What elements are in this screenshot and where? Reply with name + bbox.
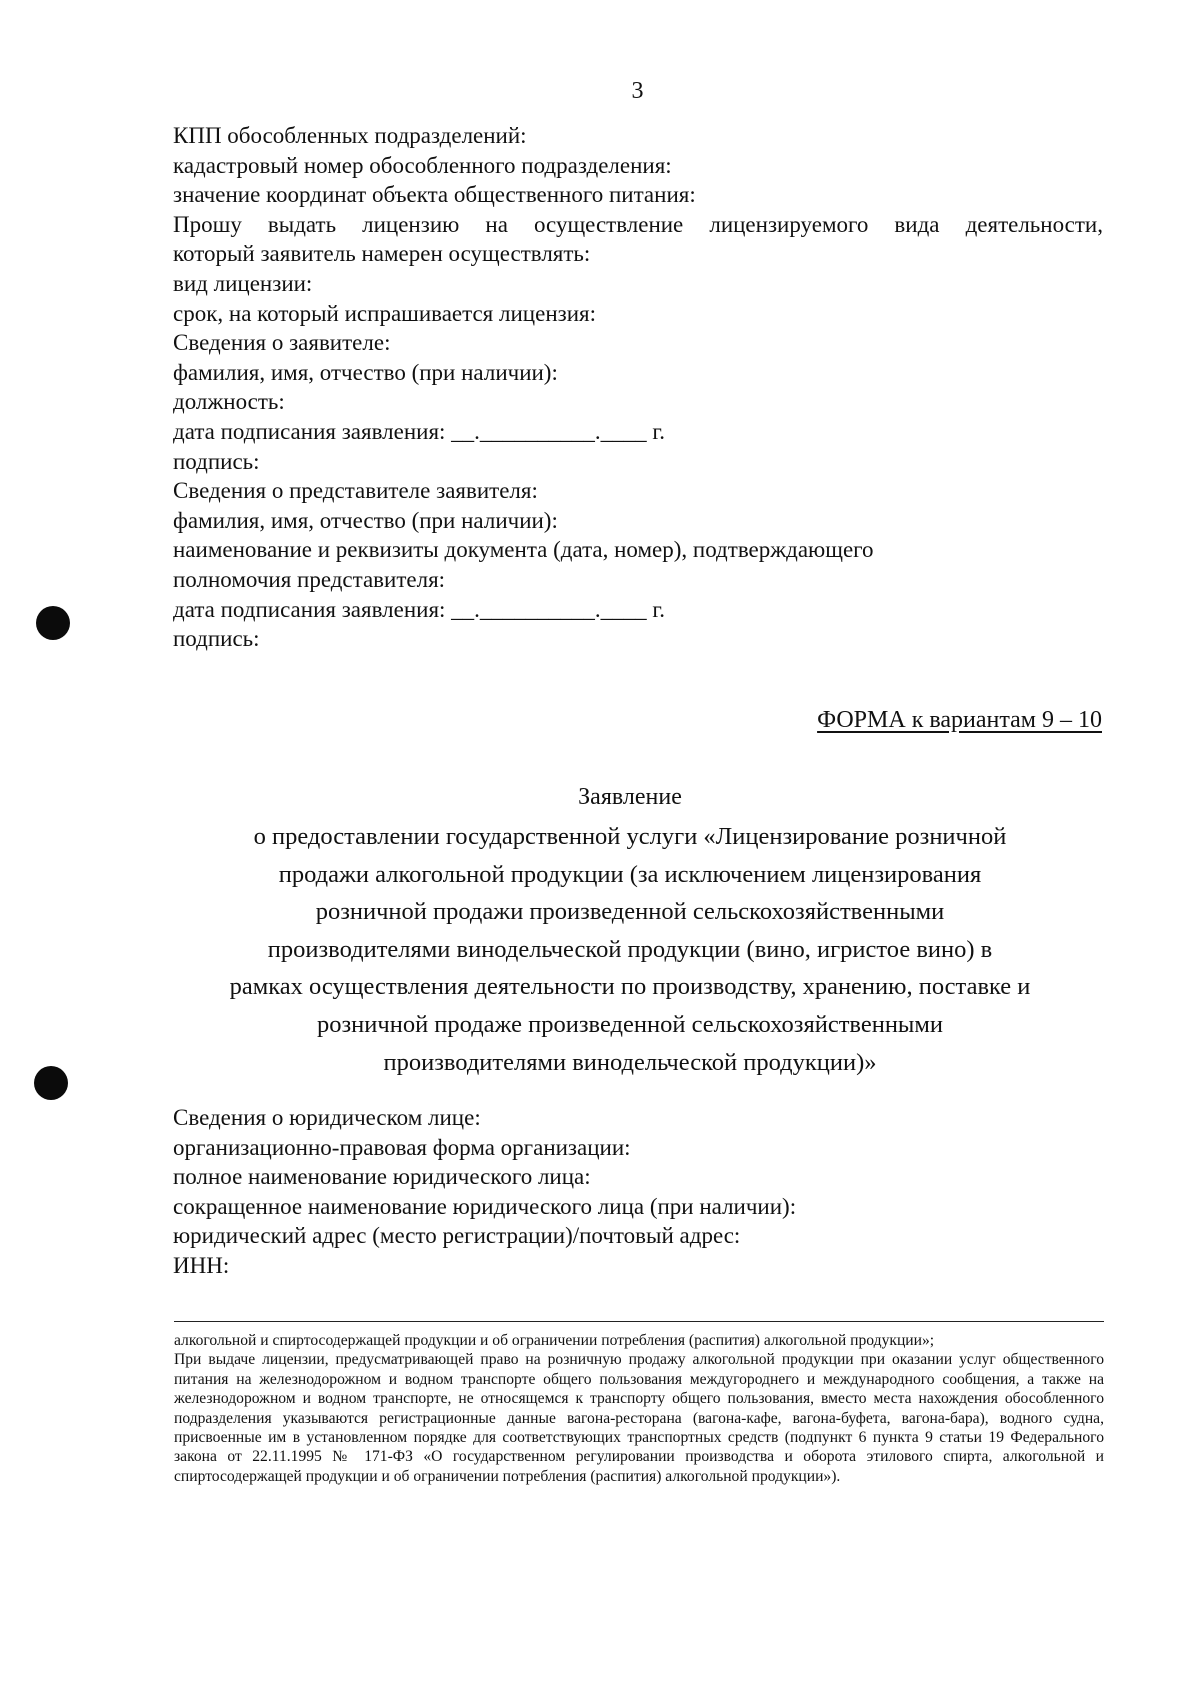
footnote-transport-note: При выдаче лицензии, предусматривающей право на розничную продажу алкогольной продукции при оказании услуг общественного питания на железнодорожном и водном транспорте общего пользования междугороднего и международного сообщения, а также на железнодорожном и водном транспорте, не относящемся к транспорту общего пользования, вместо места нахождения обособленного подразделения указываются регистрационные данные вагона-ресторана (вагона-кафе, вагона-буфета, вагона-бара), водного судна, присвоенные им в установленном порядке для соответствующих транспортных средств (подпункт 6 пункта 9 статьи 19 Федерального закона от 22.11.1995 № 171-ФЗ «О государственном регулировании производства и оборота этилового спирта, алкогольной и спиртосодержащей продукции и об ограничении потребления (распития) алкогольной продукции»). [174,1351,1104,1485]
field-license-type: вид лицензии: [173,270,313,296]
field-applicant-position: должность: [173,389,285,415]
subtitle-line: производителями винодельческой продукции (вино, игристое вино) в [267,935,993,963]
subtitle-line: рамках осуществления деятельности по производству, хранению, поставке и [229,973,1031,1001]
field-full-name: полное наименование юридического лица: [173,1164,591,1190]
field-inn: ИНН: [173,1252,230,1278]
punch-hole [36,606,70,640]
field-representative-full-name: фамилия, имя, отчество (при наличии): [173,507,558,533]
application-subtitle [150,818,1110,1081]
subtitle-line: продажи алкогольной продукции (за исключением лицензирования [278,860,982,888]
field-license-term: срок, на который испрашивается лицензия: [173,300,596,326]
field-representative-signature: подпись: [173,626,260,652]
form-variant-label: ФОРМА к вариантам 9 – 10 [817,707,1102,733]
footnote-continuation: алкогольной и спиртосодержащей продукции и об ограничении потребления (распития) алкогольной продукции»; [174,1332,935,1349]
field-authority-document-continued: полномочия представителя: [173,566,446,592]
field-legal-address: юридический адрес (место регистрации)/почтовый адрес: [173,1223,741,1249]
section-legal-entity-heading: Сведения о юридическом лице: [173,1105,481,1130]
field-cadastral-number: кадастровый номер обособленного подразделения: [173,152,672,178]
section-applicant-heading: Сведения о заявителе: [173,330,391,356]
license-request-text: Прошу выдать лицензию на осуществление лицензируемого вида деятельности, [173,211,1103,237]
subtitle-line: розничной продажи произведенной сельскохозяйственными [315,898,945,926]
field-kpp-branches: КПП обособленных подразделений: [173,123,527,148]
field-catering-coordinates: значение координат объекта общественного питания: [173,182,696,208]
license-request-text-continued: который заявитель намерен осуществлять: [173,241,591,267]
subtitle-line: о предоставлении государственной услуги «Лицензирование розничной [253,823,1007,850]
field-authority-document: наименование и реквизиты документа (дата, номер), подтверждающего [173,537,874,563]
field-applicant-signing-date: дата подписания заявления: __.__________.____ г. [173,418,666,444]
field-applicant-signature: подпись: [173,448,260,474]
field-representative-signing-date: дата подписания заявления: __.__________.____ г. [173,596,666,622]
footnotes [174,1331,1104,1486]
field-short-name: сокращенное наименование юридического лица (при наличии): [173,1193,797,1219]
page-number: 3 [631,78,644,104]
applicant-fields-list [173,121,1103,654]
subtitle-line: розничной продаже произведенной сельскохозяйственными [316,1010,944,1038]
footnote-separator [174,1321,1104,1322]
section-representative-heading: Сведения о представителе заявителя: [173,478,538,504]
field-legal-form: организационно-правовая форма организации: [173,1134,631,1160]
legal-entity-fields-list [173,1103,796,1281]
subtitle-line: производителями винодельческой продукции)» [383,1048,877,1076]
application-title: Заявление [578,784,682,810]
punch-hole [34,1066,68,1100]
field-applicant-full-name: фамилия, имя, отчество (при наличии): [173,359,558,385]
